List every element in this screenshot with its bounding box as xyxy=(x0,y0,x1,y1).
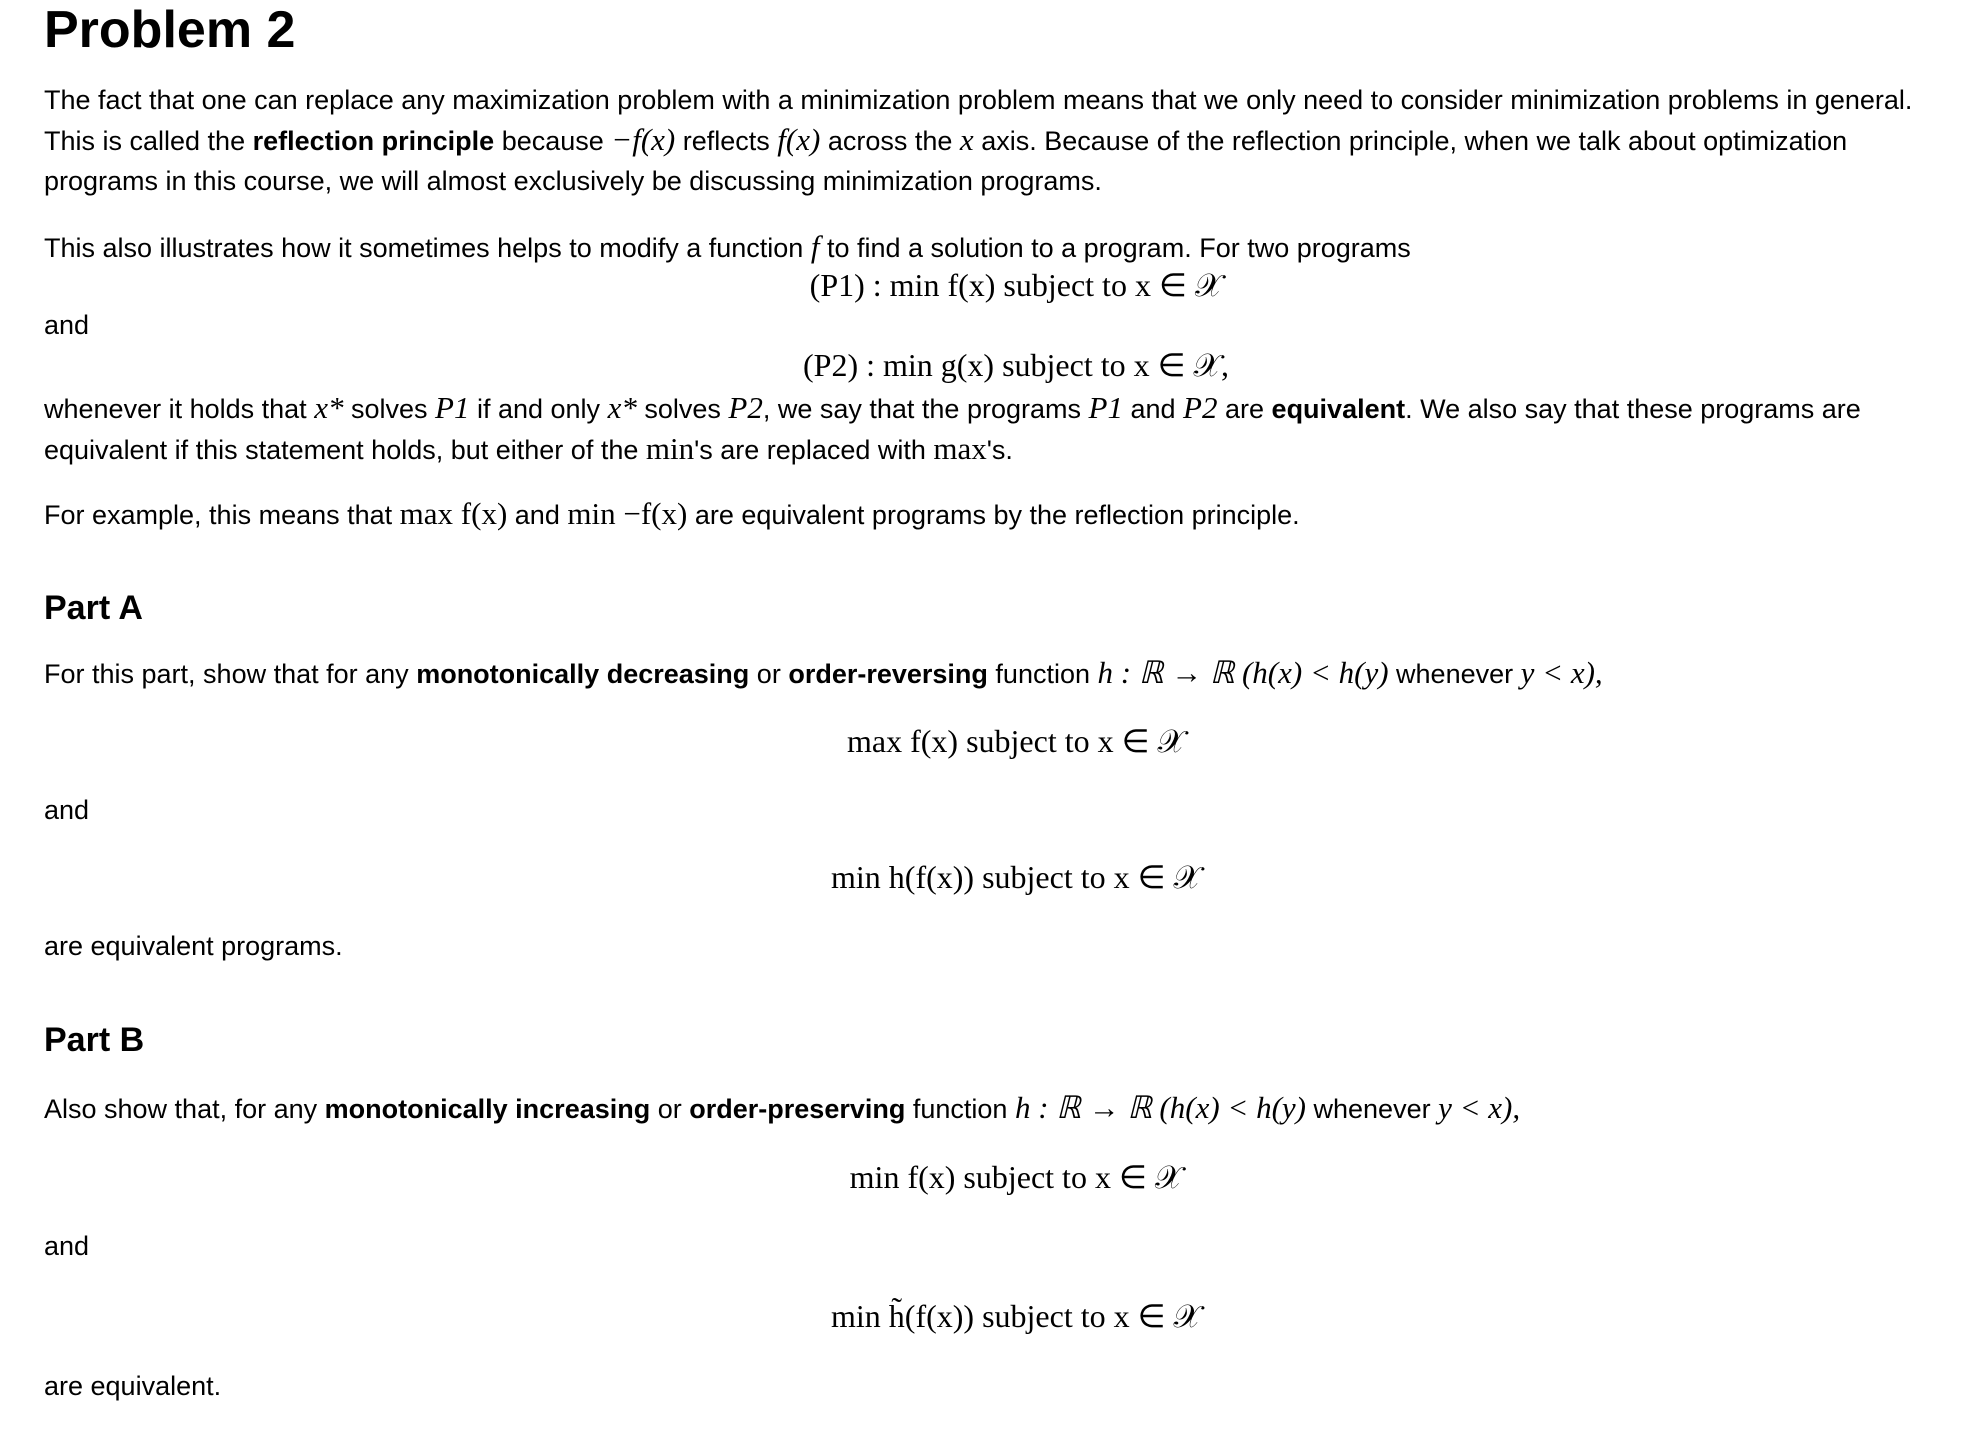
part-b-closing: are equivalent. xyxy=(44,1371,222,1401)
part-b-statement: Also show that, for any monotonically increasing or order-preserving function h : ℝ → ℝ (h(x) < h(y) whenever y < x), xyxy=(44,1090,1521,1125)
part-a-closing: are equivalent programs. xyxy=(44,931,343,961)
intro-paragraph-1: The fact that one can replace any maximization problem with a minimization problem means that we only need to consider minimization problems in general. This is called the reflection principle because −f(x) reflects f(x) across the x axis. Because of the reflection principle, when we talk about optimization programs in this course, we will almost exclusively be discussing minimization programs. xyxy=(44,85,1913,196)
part-b-heading: Part B xyxy=(44,1021,145,1059)
intro-paragraph-2: This also illustrates how it sometimes helps to modify a function f to find a solution to a program. For two programs xyxy=(44,229,1411,264)
page-title: Problem 2 xyxy=(44,1,296,59)
and-label-2: and xyxy=(44,795,90,825)
and-label-1: and xyxy=(44,310,90,340)
equivalent-term: equivalent xyxy=(1271,394,1406,424)
program-p1: (P1) : min f(x) subject to x ∈ 𝒳 xyxy=(809,267,1223,303)
program-p2: (P2) : min g(x) subject to x ∈ 𝒳, xyxy=(802,347,1230,383)
part-b-program-min: min f(x) subject to x ∈ 𝒳 xyxy=(849,1159,1183,1195)
intro-paragraph-4: For example, this means that max f(x) and min −f(x) are equivalent programs by the reflection principle. xyxy=(44,496,1300,531)
part-a-program-max: max f(x) subject to x ∈ 𝒳 xyxy=(847,723,1185,759)
part-a-heading: Part A xyxy=(44,589,143,627)
part-a-program-min: min h(f(x)) subject to x ∈ 𝒳 xyxy=(831,859,1201,895)
reflection-principle-term: reflection principle xyxy=(252,126,495,156)
part-b-program-min-h: min h̃(f(x)) subject to x ∈ 𝒳 xyxy=(831,1298,1201,1334)
intro-paragraph-3: whenever it holds that x* solves P1 if and only x* solves P2, we say that the programs P1 and P2 are equivalent. We also say that these programs are equivalent if this statement holds, but either of the min's are replaced with max's. xyxy=(44,390,1861,466)
part-a-statement: For this part, show that for any monotonically decreasing or order-reversing function h : ℝ → ℝ (h(x) < h(y) whenever y < x), xyxy=(44,655,1603,690)
and-label-3: and xyxy=(44,1231,90,1261)
